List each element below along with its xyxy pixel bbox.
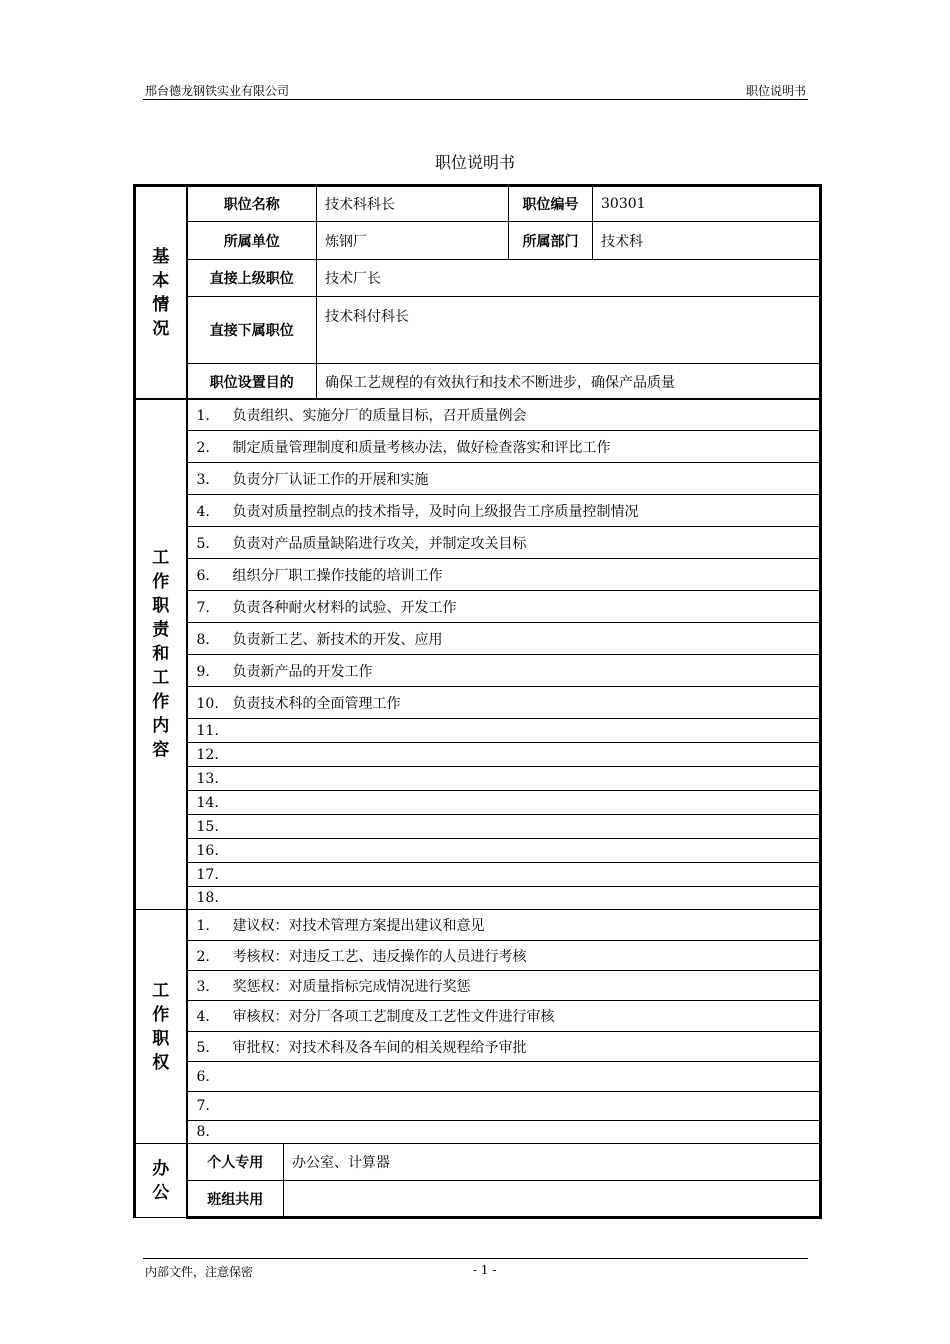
list-item [187,971,821,1001]
authority-section-label [135,910,187,1144]
unit-value: 炼钢厂 [317,222,509,260]
item-text: 负责各种耐火材料的试验、开发工作 [232,599,457,616]
item-text: 考核权：对违反工艺、违反操作的人员进行考核 [232,948,527,965]
item-number: 17. [196,866,219,883]
item-text: 负责组织、实施分厂的质量目标，召开质量例会 [232,407,527,424]
list-item [187,743,821,767]
list-item [187,591,821,623]
list-item [187,655,821,687]
list-item [187,839,821,863]
item-text: 负责分厂认证工作的开展和实施 [232,471,429,488]
item-text: 审核权：对分厂各项工艺制度及工艺性文件进行审核 [232,1009,555,1025]
list-item [187,687,821,719]
basic-info-table [133,184,822,400]
item-text: 负责对质量控制点的技术指导，及时向上级报告工序质量控制情况 [232,503,639,520]
list-item [187,767,821,791]
basic-section-label [135,186,187,400]
shared-value [284,1181,821,1218]
purpose-value: 确保工艺规程的有效执行和技术不断进步，确保产品质量 [317,364,821,400]
unit-label: 所属单位 [187,222,317,260]
item-number: 3. [196,471,210,488]
position-name-label: 职位名称 [187,186,317,222]
item-number: 11. [196,722,219,739]
page-header [143,82,808,100]
item-number: 4. [196,503,210,520]
list-item [187,399,821,431]
office-section-label [135,1144,187,1218]
subordinate-label: 直接下属职位 [187,297,317,364]
item-text: 奖惩权：对质量指标完成情况进行奖惩 [232,978,471,995]
item-number: 1. [196,407,210,424]
list-item [187,910,821,941]
document-title: 职位说明书 [434,153,515,172]
superior-value: 技术厂长 [317,260,821,297]
item-number: 7. [196,599,210,616]
footer-note: 内部文件，注意保密 [145,1265,254,1279]
duties-table [133,398,822,910]
personal-value: 办公室、计算器 [284,1144,821,1181]
duties-section-label [135,399,187,910]
superior-label: 直接上级职位 [187,260,317,297]
item-number: 5. [196,1039,210,1056]
list-item [187,1062,821,1092]
list-item [187,863,821,887]
item-text: 负责新产品的开发工作 [232,663,373,680]
item-text: 审批权：对技术科及各车间的相关规程给予审批 [232,1039,527,1056]
list-item [187,1092,821,1121]
list-item [187,719,821,743]
office-section-text: 办公 [152,1158,170,1203]
shared-label: 班组共用 [187,1181,284,1218]
item-text: 负责新工艺、新技术的开发、应用 [232,631,443,648]
list-item [187,887,821,910]
list-item [187,1001,821,1032]
dept-label: 所属部门 [509,222,593,260]
list-item [187,559,821,591]
list-item [187,815,821,839]
item-number: 7. [196,1098,210,1114]
personal-label: 个人专用 [187,1144,284,1181]
list-item [187,1032,821,1062]
list-item [187,791,821,815]
dept-value: 技术科 [593,222,821,260]
item-text: 建议权：对技术管理方案提出建议和意见 [232,918,485,934]
header-company: 邢台德龙钢铁实业有限公司 [145,84,290,98]
page-footer [143,1258,808,1282]
position-code-value: 30301 [593,186,821,222]
office-table [133,1143,822,1219]
list-item [187,527,821,559]
item-number: 9. [196,663,210,680]
item-number: 13. [196,770,219,787]
item-text: 制定质量管理制度和质量考核办法，做好检查落实和评比工作 [232,439,611,456]
item-number: 18. [196,890,219,906]
header-doc-type: 职位说明书 [745,84,806,98]
section-label-text: 工作职责和工作内容 [152,548,170,760]
list-item [187,463,821,495]
list-item [187,1121,821,1144]
list-item [187,431,821,463]
item-number: 10. [196,695,219,712]
item-number: 14. [196,794,219,811]
subordinate-value: 技术科付科长 [317,297,821,364]
item-number: 6. [196,1068,210,1085]
item-number: 12. [196,746,219,763]
purpose-label: 职位设置目的 [187,364,317,400]
list-item [187,623,821,655]
authority-table [133,909,822,1144]
item-number: 15. [196,818,219,835]
item-number: 6. [196,567,210,584]
item-number: 8. [196,631,210,648]
item-number: 4. [196,1009,210,1025]
position-name-value: 技术科科长 [317,186,509,222]
item-number: 5. [196,535,210,552]
item-text: 组织分厂职工操作技能的培训工作 [232,567,443,584]
list-item [187,495,821,527]
section-label-text: 工作职权 [152,980,170,1073]
item-text: 负责对产品质量缺陷进行攻关，并制定攻关目标 [232,535,527,552]
item-number: 8. [196,1124,210,1140]
page-number: - 1 - [473,1263,497,1277]
position-code-label: 职位编号 [509,186,593,222]
item-number: 2. [196,439,210,456]
item-number: 2. [196,948,210,965]
item-number: 1. [196,918,210,934]
item-number: 3. [196,978,210,995]
item-text: 负责技术科的全面管理工作 [232,695,401,712]
list-item [187,941,821,971]
basic-section-text: 基本情况 [152,247,170,339]
item-number: 16. [196,842,219,859]
